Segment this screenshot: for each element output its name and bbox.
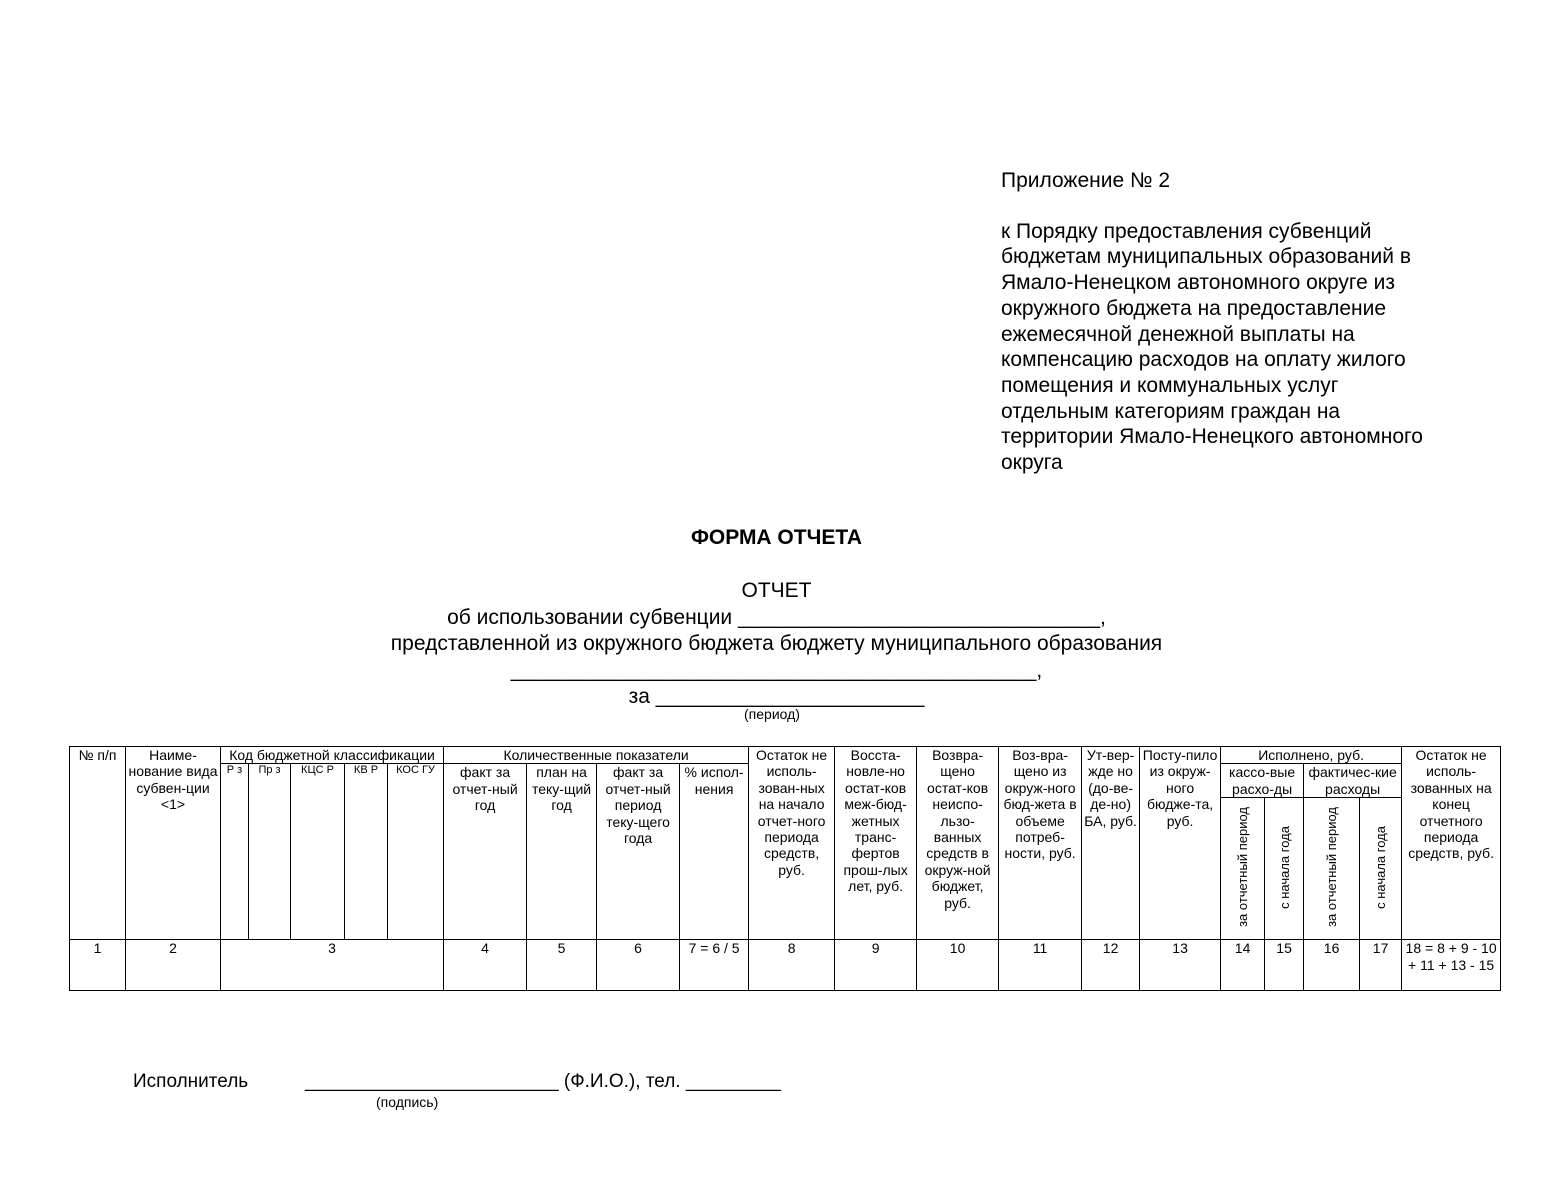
header-approved: Ут-вер-жде но (до-ве-де-но) БА, руб. <box>1082 747 1140 940</box>
header-rest-start: Остаток не исполь-зован-ных на начало отчет-ного периода средств, руб. <box>749 747 835 940</box>
signature-caption: (подпись) <box>376 1094 439 1110</box>
col-num-5: 5 <box>527 940 597 991</box>
col-num-16: 16 <box>1304 940 1360 991</box>
header-fact-period: факт за отчет-ный период теку-щего года <box>597 764 680 940</box>
header-actual-ytd: с начала года <box>1360 798 1402 940</box>
header-budget-code: Код бюджетной классификации <box>221 747 444 764</box>
header-fact-year: факт за отчет-ный год <box>444 764 527 940</box>
column-numbers-row <box>70 940 1501 991</box>
col-num-2: 2 <box>126 940 221 991</box>
col-num-15: 15 <box>1265 940 1304 991</box>
report-line-budget: представленной из окружного бюджета бюджету муниципального образования <box>390 632 1163 655</box>
report-line-period: за _______________________ <box>628 685 925 708</box>
header-cash-expenses: кассо-вые расхо-ды <box>1221 764 1304 798</box>
header-plan: план на теку-щий год <box>527 764 597 940</box>
appendix-number: Приложение № 2 <box>1001 169 1171 192</box>
col-num-9: 9 <box>835 940 917 991</box>
header-kcsr: КЦС Р <box>291 764 345 940</box>
col-num-11: 11 <box>999 940 1082 991</box>
col-num-8: 8 <box>749 940 835 991</box>
form-title: ФОРМА ОТЧЕТА <box>690 526 863 549</box>
header-returned: Возвра-щено остат-ков неиспо-льзо-ванных средств в окруж-ной бюджет, руб. <box>917 747 999 940</box>
header-prz: Пр з <box>249 764 291 940</box>
col-num-14: 14 <box>1221 940 1265 991</box>
header-quantity: Количественные показатели <box>444 747 749 764</box>
col-num-1: 1 <box>70 940 126 991</box>
header-no: № п/п <box>70 747 126 940</box>
executor-label: Исполнитель <box>133 1071 249 1092</box>
header-rest-end: Остаток не исполь-зованных на конец отчетного периода средств, руб. <box>1402 747 1501 940</box>
report-title: ОТЧЕТ <box>741 579 812 602</box>
report-table <box>69 746 1501 991</box>
header-actual-expenses: фактичес-кие расходы <box>1304 764 1402 798</box>
appendix-description: к Порядку предоставления субвенций бюджетам муниципальных образований в Ямало-Ненецком автономного округе из окружного бюджета на предоставление ежемесячной денежной выплаты на компенсацию расходов на оплату жилого помещения и коммунальных услуг отдельным категориям граждан на территории Ямало-Ненецкого автономного округа <box>1001 219 1423 475</box>
col-num-13: 13 <box>1140 940 1221 991</box>
header-restored: Восста-новле-но остат-ков меж-бюд-жетных транс-фертов прош-лых лет, руб. <box>835 747 917 940</box>
header-actual-period: за отчетный период <box>1304 798 1360 940</box>
col-num-6: 6 <box>597 940 680 991</box>
col-num-7: 7 = 6 / 5 <box>680 940 749 991</box>
header-rz: Р з <box>221 764 249 940</box>
header-cash-ytd: с начала года <box>1265 798 1304 940</box>
header-kosgu: КОС ГУ <box>388 764 444 940</box>
report-line-subvention: об использовании субвенции _______________________________, <box>447 605 1106 629</box>
period-caption: (период) <box>744 706 800 722</box>
executor-sign-line: ________________________ (Ф.И.О.), тел. _________ <box>305 1071 781 1092</box>
col-num-3: 3 <box>221 940 444 991</box>
report-line-municipality: _____________________________________________, <box>510 658 1043 682</box>
col-num-18: 18 = 8 + 9 - 10 + 11 + 13 - 15 <box>1402 940 1501 991</box>
header-kvr: КВ Р <box>345 764 388 940</box>
report-header <box>0 578 1553 711</box>
col-num-4: 4 <box>444 940 527 991</box>
appendix-block <box>1001 168 1441 476</box>
col-num-10: 10 <box>917 940 999 991</box>
col-num-12: 12 <box>1082 940 1140 991</box>
header-cash-period: за отчетный период <box>1221 798 1265 940</box>
header-subvention-name: Наиме-нование вида субвен-ции <1> <box>126 747 221 940</box>
header-percent: % испол-нения <box>680 764 749 940</box>
header-received: Посту-пило из окруж-ного бюдже-та, руб. <box>1140 747 1221 940</box>
header-returned-need: Воз-вра-щено из окруж-ного бюд-жета в объеме потреб-ности, руб. <box>999 747 1082 940</box>
col-num-17: 17 <box>1360 940 1402 991</box>
header-executed: Исполнено, руб. <box>1221 747 1402 764</box>
